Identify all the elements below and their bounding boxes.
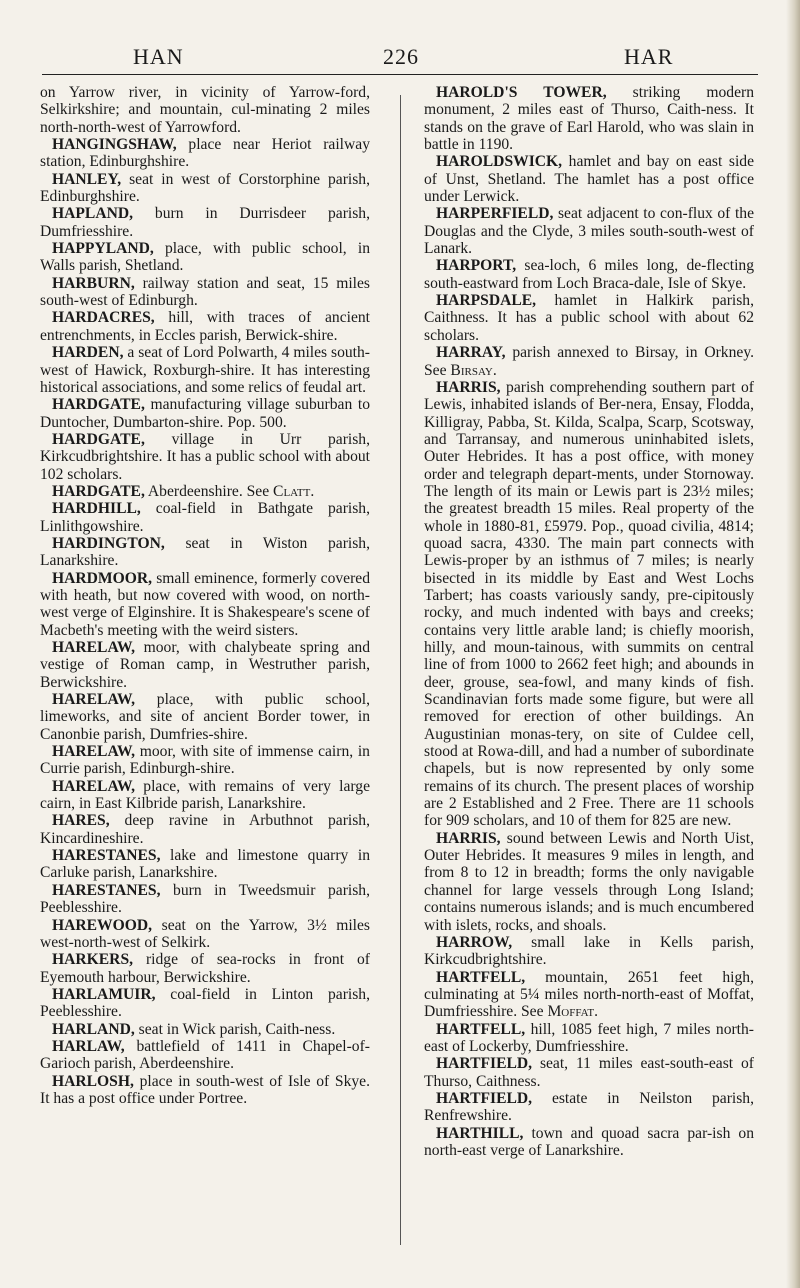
cross-reference: Clatt. (273, 482, 315, 500)
entry-headword: HARPERFIELD, (436, 205, 554, 223)
entry-text: seat in west of Corstorphine parish, Edinburghshire. (40, 170, 370, 206)
gazetteer-entry (40, 778, 370, 813)
entry-headword: HARPORT, (436, 257, 517, 275)
page-edge-shadow (786, 0, 800, 1288)
gazetteer-entry (40, 743, 370, 778)
entry-text: seat on the Yarrow, 3½ miles west-north-west of Selkirk. (40, 916, 370, 951)
entry-headword: HARELAW, (52, 639, 136, 656)
gazetteer-entry (40, 986, 370, 1021)
entry-text: place, with public school, in Walls parish, Shetland. (40, 240, 371, 275)
gazetteer-entry (424, 153, 754, 205)
gazetteer-entry (424, 934, 754, 969)
entry-headword: HARELAW, (52, 691, 136, 709)
entry-headword: HARDHILL, (52, 500, 141, 518)
gazetteer-entry (40, 847, 370, 882)
entry-headword: HARLAND, (52, 1020, 135, 1038)
gazetteer-entry (40, 171, 370, 206)
gazetteer-entry (40, 84, 370, 136)
entry-text: estate in Neilston parish, Renfrewshire. (424, 1089, 755, 1125)
entry-headword: HARROW, (436, 933, 513, 951)
gazetteer-entry (40, 639, 370, 691)
cross-reference: Birsay. (450, 361, 497, 379)
gazetteer-entry (424, 1055, 754, 1090)
header-right-guide-word: HAR (624, 44, 674, 69)
entry-headword: HARKERS, (52, 951, 134, 969)
entry-text: ridge of sea-rocks in front of Eyemouth harbour, Berwickshire. (40, 951, 370, 986)
entry-text: hamlet and bay on east side of Unst, Shetland. The hamlet has a post office under Lerwick. (424, 153, 754, 206)
entry-text: parish comprehending southern part of Lewis, inhabited islands of Ber-nera, Ensay, Flodda, Killigray, Pabba, St. Kilda, Scalpa, Scarp, Scotsway, and Tarransay, and numerous uninhabited islets, Outer Hebrides. It has a post office, with money order and telegraph depart-ments, under Stornoway. The length of its main or Lewis part is 23½ miles; the greatest breadth 15 miles. Real property of the whole in 1880-81, £5979. Pop., quoad civilia, 4814; quoad sacra, 4330. The main part connects with Lewis-proper by an isthmus of 7 miles; is nearly bisected in its middle by East and West Lochs Tarbert; has coasts variously sandy, pre-cipitously rocky, and much indented with bays and creeks; contains very little arable land; is chiefly moorish, hilly, and moun-tainous, with summits on central line of from 1000 to 2662 feet high; and abounds in deer, grouse, sea-fowl, and many kinds of fish. Scandinavian forts made some figure, but were all removed for erection of other buildings. An Augustinian monas-tery, on site of Culdee cell, stood at Rowa-dill, and had a number of subordinate chapels, but is now represented by only some remains of its church. The present places of worship are 2 Established and 2 Free. There are 11 schools for 909 scholars, and 10 of them for 825 are new. (424, 378, 754, 830)
entry-headword: HARTFELL, (436, 968, 526, 986)
gazetteer-entry (40, 431, 370, 483)
entry-headword: HARTFIELD, (436, 1089, 533, 1107)
entry-text: hill, with traces of ancient entrenchments, in Eccles parish, Berwick-shire. (40, 309, 370, 344)
gazetteer-entry (40, 570, 370, 639)
entry-headword: HARESTANES, (52, 847, 161, 865)
entry-headword: HAROLD'S TOWER, (436, 84, 607, 101)
entry-text: striking modern monument, 2 miles east of Thurso, Caith-ness. It stands on the grave of Earl Harold, who was slain in battle in 1190. (424, 84, 754, 154)
entry-headword: HARESTANES, (52, 881, 161, 899)
entry-headword: HARTFIELD, (436, 1055, 533, 1073)
gazetteer-entry (424, 1125, 754, 1160)
cross-reference: Moffat. (547, 1003, 599, 1021)
entry-headword: HARBURN, (52, 274, 135, 292)
entry-text: moor, with site of immense cairn, in Currie parish, Edinburgh-shire. (40, 743, 370, 778)
entry-text: battlefield of 1411 in Chapel-of-Garioch parish, Aberdeenshire. (40, 1037, 370, 1073)
entry-headword: HARDACRES, (52, 309, 155, 327)
entry-text: on Yarrow river, in vicinity of Yarrow-ford, Selkirkshire; and mountain, cul-minating 2 miles north-north-west of Yarrowford. (40, 84, 370, 136)
entry-headword: HARDGATE, (52, 396, 145, 414)
entry-text: coal-field in Bathgate parish, Linlithgowshire. (40, 500, 370, 535)
entry-headword: HARDINGTON, (52, 534, 165, 552)
gazetteer-entry (424, 969, 754, 1021)
entry-text: seat, 11 miles east-south-east of Thurso, Caithness. (424, 1055, 754, 1090)
entry-text: mountain, 2651 feet high, culminating at 5¼ miles north-north-east of Moffat, Dumfriesshire. See (424, 968, 754, 1021)
gazetteer-entry (424, 257, 754, 292)
entry-headword: HARTFELL, (436, 1020, 526, 1038)
entry-text: small eminence, formerly covered with heath, but now covered with wood, on north-west verge of Elginshire. It is Shakespeare's scene of Macbeth's meeting with the weird sisters. (40, 569, 370, 639)
gazetteer-entry (40, 396, 370, 431)
gazetteer-entry (40, 344, 370, 396)
entry-headword: HARELAW, (52, 777, 136, 795)
gazetteer-entry (40, 917, 370, 952)
entry-text: manufacturing village suburban to Duntocher, Dumbarton-shire. Pop. 500. (40, 396, 370, 431)
entry-text: place near Heriot railway station, Edinburghshire. (40, 136, 370, 171)
entry-text: hill, 1085 feet high, 7 miles north-east of Lockerby, Dumfriesshire. (424, 1020, 755, 1055)
entry-text: place, with public school, limeworks, and site of ancient Border tower, in Canonbie parish, Dumfries-shire. (40, 691, 370, 743)
entry-headword: HANGINGSHAW, (52, 136, 177, 154)
entry-text: town and quoad sacra par-ish on north-east verge of Lanarkshire. (424, 1124, 754, 1159)
gazetteer-entry (424, 292, 754, 344)
gazetteer-entry (424, 205, 754, 257)
entry-headword: HARDMOOR, (52, 569, 153, 587)
gazetteer-entry (40, 951, 370, 986)
gazetteer-entry (40, 500, 370, 535)
gazetteer-entry (424, 84, 754, 153)
gazetteer-entry (40, 240, 370, 275)
gazetteer-entry (40, 309, 370, 344)
gazetteer-entry (424, 379, 754, 830)
entry-text: seat in Wiston parish, Lanarkshire. (40, 534, 370, 570)
gazetteer-entry (40, 136, 370, 171)
gazetteer-entry (40, 483, 370, 500)
entry-text: railway station and seat, 15 miles south-west of Edinburgh. (40, 274, 370, 310)
entry-headword: HAPLAND, (52, 205, 133, 223)
entry-headword: HARPSDALE, (436, 292, 537, 310)
gazetteer-entry (40, 882, 370, 917)
gazetteer-entry (40, 1021, 370, 1038)
entry-text: Aberdeenshire. See (147, 482, 270, 500)
running-header (0, 44, 800, 74)
entry-headword: HAPPYLAND, (52, 240, 154, 258)
left-column (40, 84, 370, 1107)
entry-text: parish annexed to Birsay, in Orkney. See (424, 344, 754, 379)
entry-text: seat adjacent to con-flux of the Douglas and the Clyde, 3 miles south-south-west of Lanark. (424, 205, 754, 258)
entry-headword: HARDGATE, (52, 482, 145, 500)
entry-text: sea-loch, 6 miles long, de-flecting south-eastward from Loch Braca-dale, Isle of Skye. (424, 257, 754, 292)
gazetteer-entry (40, 205, 370, 240)
entry-headword: HARLAW, (52, 1037, 125, 1055)
entry-headword: HARTHILL, (436, 1124, 524, 1142)
entry-text: a seat of Lord Polwarth, 4 miles south-west of Hawick, Roxburgh-shire. It has interesting historical associations, and some relics of feudal art. (40, 344, 371, 396)
entry-headword: HARLAMUIR, (52, 985, 156, 1003)
entry-headword: HARLOSH, (52, 1072, 134, 1090)
column-divider (400, 95, 401, 1245)
entry-text: deep ravine in Arbuthnot parish, Kincardineshire. (40, 812, 370, 847)
entry-headword: HARDEN, (52, 344, 124, 362)
entry-text: small lake in Kells parish, Kirkcudbrightshire. (424, 933, 754, 969)
entry-text: coal-field in Linton parish, Peeblesshire. (40, 985, 370, 1021)
entry-text: seat in Wick parish, Caith-ness. (138, 1020, 336, 1038)
entry-text: hamlet in Halkirk parish, Caithness. It has a public school with about 62 scholars. (424, 292, 754, 344)
entry-headword: HAROLDSWICK, (436, 153, 563, 171)
gazetteer-entry (40, 812, 370, 847)
entry-headword: HARRIS, (436, 378, 501, 396)
entry-text: burn in Tweedsmuir parish, Peeblesshire. (40, 881, 370, 917)
entry-headword: HARELAW, (52, 743, 136, 761)
gazetteer-entry (40, 1073, 370, 1108)
gazetteer-entry (424, 830, 754, 934)
header-left-guide-word: HAN (133, 44, 184, 69)
entry-headword: HARRIS, (436, 829, 501, 847)
entry-text: burn in Durrisdeer parish, Dumfriesshire. (40, 205, 370, 240)
gazetteer-entry (424, 1021, 754, 1056)
entry-headword: HARDGATE, (52, 430, 145, 448)
entry-text: place, with remains of very large cairn, in East Kilbride parish, Lanarkshire. (40, 777, 370, 813)
gazetteer-entry (40, 275, 370, 310)
entry-text: moor, with chalybeate spring and vestige of Roman camp, in Westruther parish, Berwickshire. (40, 639, 370, 691)
entry-text: place in south-west of Isle of Skye. It has a post office under Portree. (40, 1072, 371, 1107)
entry-text: lake and limestone quarry in Carluke parish, Lanarkshire. (40, 847, 370, 882)
gazetteer-entry (40, 691, 370, 743)
entry-headword: HARRAY, (436, 344, 506, 362)
entry-headword: HARES, (52, 812, 110, 830)
header-rule (42, 74, 758, 75)
entry-headword: HAREWOOD, (52, 916, 153, 934)
entry-headword: HANLEY, (52, 170, 122, 188)
entry-text: sound between Lewis and North Uist, Outer Hebrides. It measures 9 miles in length, and from 8 to 12 in breadth; forms the only navigable channel for large vessels through Long Island; contains numerous islands; and is much encumbered with islets, rocks, and shoals. (424, 829, 754, 934)
gazetteer-entry (40, 1038, 370, 1073)
entry-text: village in Urr parish, Kirkcudbrightshire. It has a public school with about 102 scholars. (40, 430, 370, 483)
gazetteer-entry (424, 1090, 754, 1125)
gazetteer-entry (40, 535, 370, 570)
gazetteer-entry (424, 344, 754, 379)
right-column (424, 84, 754, 1159)
page-number: 226 (383, 44, 419, 69)
